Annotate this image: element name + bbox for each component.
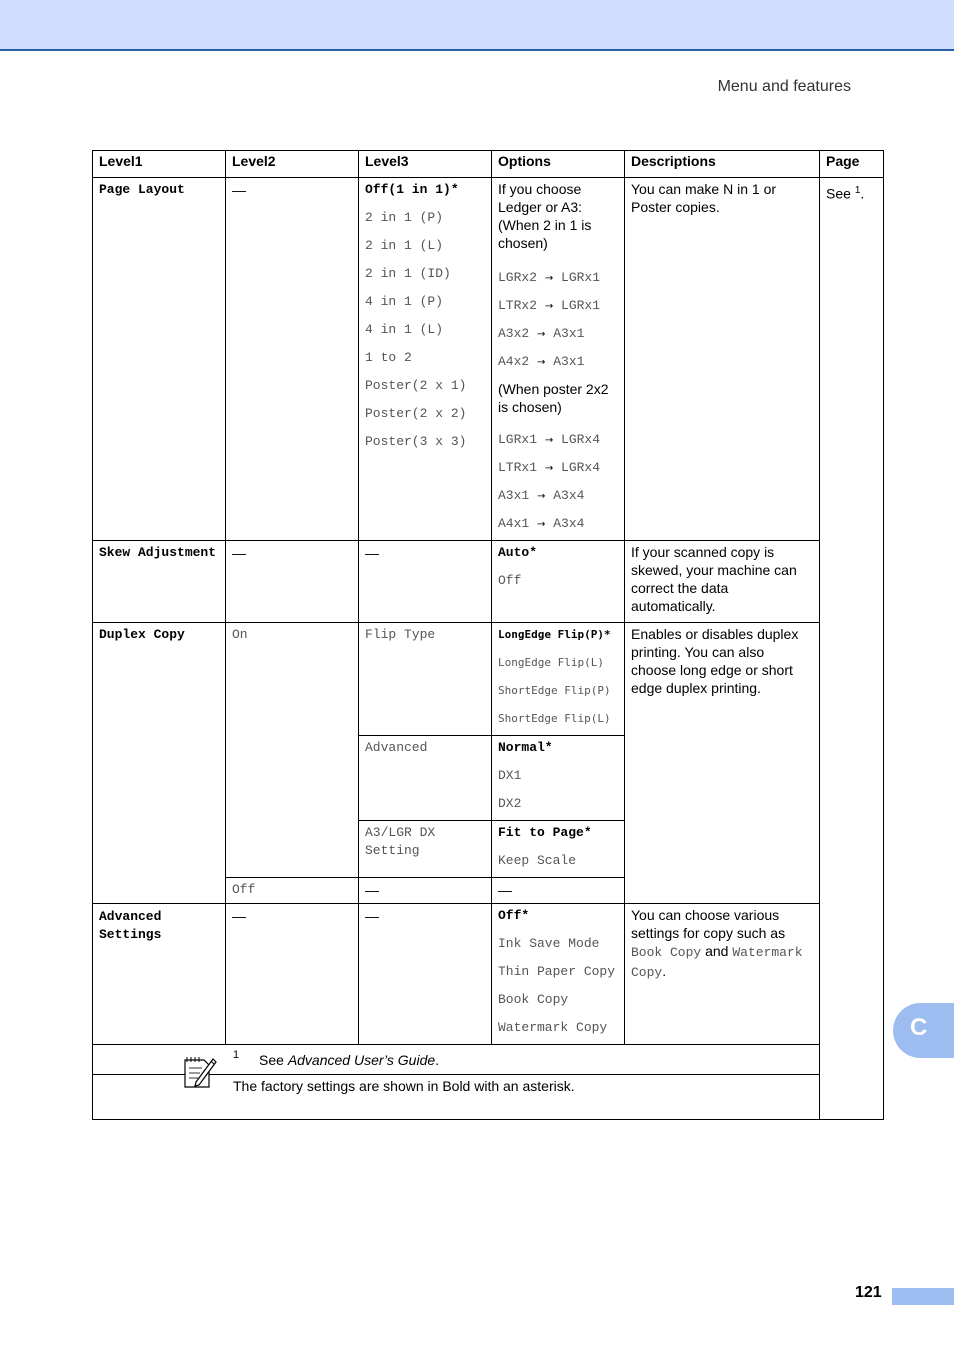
size-conversion: A3x2 → A3x1 — [498, 326, 585, 341]
level3-option: Poster(2 x 2) — [365, 406, 467, 421]
column-header: Level2 — [226, 151, 359, 178]
level3-option: A3/LGR DX Setting — [365, 825, 436, 858]
option-item: Book Copy — [498, 992, 569, 1007]
option-item: Thin Paper Copy — [498, 964, 616, 979]
column-header: Descriptions — [625, 151, 820, 178]
column-header: Page — [820, 151, 884, 178]
section-title: Menu and features — [717, 78, 851, 95]
table-row-advanced-settings — [93, 904, 884, 1045]
page-number: 121 — [855, 1284, 882, 1301]
table-row-duplex-copy — [93, 623, 884, 736]
size-conversion: LGRx1 → LGRx4 — [498, 432, 601, 447]
description-text: Enables or disables duplex printing. You can also choose long edge or short edge duplex printing. — [631, 626, 799, 696]
level3-dash: — — [365, 882, 379, 898]
level1-label: Skew Adjustment — [99, 545, 217, 560]
option-default: Normal* — [498, 740, 553, 755]
level3-option: 1 to 2 — [365, 350, 412, 365]
level3-option: 2 in 1 (L) — [365, 238, 444, 253]
option-item: ShortEdge Flip(L) — [498, 712, 611, 725]
table-header-row — [93, 151, 884, 178]
page-number-bar — [892, 1288, 954, 1305]
level2-dash: — — [232, 182, 246, 198]
description-text: You can make N in 1 or Poster copies. — [631, 181, 777, 215]
level2-dash: — — [232, 545, 246, 561]
option-item: LongEdge Flip(L) — [498, 656, 604, 669]
note-text: The factory settings are shown in Bold with an asterisk. — [233, 1078, 575, 1094]
size-conversion: LGRx2 → LGRx1 — [498, 270, 601, 285]
size-conversion: A4x1 → A3x4 — [498, 516, 585, 531]
level3-option: 4 in 1 (L) — [365, 322, 444, 337]
menu-table — [92, 150, 884, 1120]
option-default: Auto* — [498, 545, 538, 560]
option-default: Off* — [498, 908, 530, 923]
size-conversion: A4x2 → A3x1 — [498, 354, 585, 369]
level2-option: On — [232, 627, 248, 642]
level1-label: Duplex Copy — [99, 627, 185, 642]
level3-option: 2 in 1 (ID) — [365, 266, 451, 281]
option-item: DX2 — [498, 796, 522, 811]
column-header: Options — [492, 151, 625, 178]
top-header-band — [0, 0, 954, 51]
level3-option: Flip Type — [365, 627, 436, 642]
level1-label: Page Layout — [99, 182, 185, 197]
option-item: Keep Scale — [498, 853, 577, 868]
size-conversion: LTRx2 → LGRx1 — [498, 298, 601, 313]
page-reference: See $^1$. — [826, 185, 865, 202]
level2-dash: — — [232, 908, 246, 924]
option-default: Fit to Page* — [498, 825, 592, 840]
column-header: Level1 — [93, 151, 226, 178]
level3-option: Poster(3 x 3) — [365, 434, 467, 449]
level3-option: Advanced — [365, 740, 428, 755]
option-default: LongEdge Flip(P)* — [498, 628, 611, 641]
option-item: Watermark Copy — [498, 1020, 608, 1035]
note-pencil-icon — [182, 1054, 218, 1090]
column-header: Level3 — [359, 151, 492, 178]
option-item: DX1 — [498, 768, 522, 783]
footnote-number: 1 — [233, 1049, 240, 1061]
option-item: Off — [498, 573, 522, 588]
option-item: ShortEdge Flip(P) — [498, 684, 611, 697]
table-row-page-layout — [93, 178, 884, 541]
table-row-skew-adjustment — [93, 541, 884, 623]
level3-option: Poster(2 x 1) — [365, 378, 467, 393]
level3-option: 2 in 1 (P) — [365, 210, 444, 225]
footnote-text: See Advanced User’s Guide. — [259, 1052, 440, 1068]
options-note: If you choose Ledger or A3: (When 2 in 1 is chosen) — [498, 181, 592, 251]
level3-dash: — — [365, 545, 379, 561]
option-item: Ink Save Mode — [498, 936, 600, 951]
description-text: If your scanned copy is skewed, your machine can correct the data automatically. — [631, 544, 797, 614]
section-side-tab: C — [893, 1003, 954, 1058]
option-dash: — — [498, 882, 512, 898]
options-note: (When poster 2x2 is chosen) — [498, 381, 609, 415]
level3-option: 4 in 1 (P) — [365, 294, 444, 309]
level1-label: Advanced Settings — [99, 909, 162, 942]
level3-dash: — — [365, 908, 379, 924]
level2-option: Off — [232, 882, 256, 897]
size-conversion: LTRx1 → LGRx4 — [498, 460, 601, 475]
size-conversion: A3x1 → A3x4 — [498, 488, 585, 503]
level3-option: Off(1 in 1)* — [365, 182, 459, 197]
description-text: You can choose various settings for copy such as Book Copy and Watermark Copy. — [631, 907, 803, 980]
